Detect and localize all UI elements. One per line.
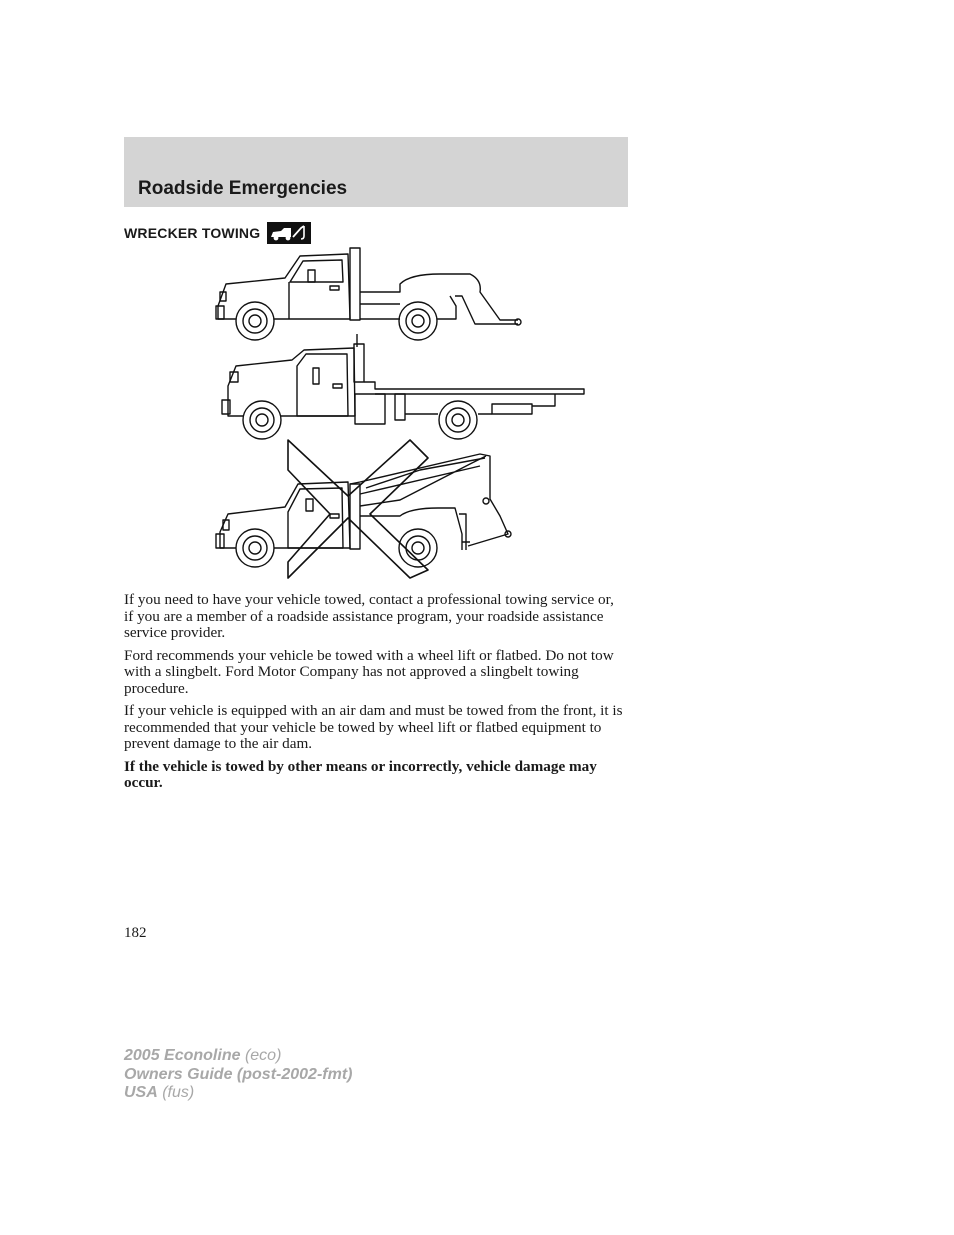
footer-line-3 (124, 1084, 352, 1103)
footer (124, 1047, 352, 1103)
flatbed-truck-diagram (222, 334, 584, 439)
page-number: 182 (124, 925, 147, 941)
footer-line-1 (124, 1047, 352, 1066)
warning-text: If the vehicle is towed by other means or incorrectly, vehicle damage may occur. (124, 757, 597, 791)
slingbelt-truck-crossed-diagram (216, 440, 511, 578)
towing-illustration (200, 244, 600, 584)
tow-truck-icon (267, 222, 311, 244)
paragraph: If you need to have your vehicle towed, contact a professional towing service or, if you are a member of a roadside assistance program, your roadside assistance service provider. (124, 591, 614, 641)
paragraph: If your vehicle is equipped with an air dam and must be towed from the front, it is recommended that your vehicle be towed by wheel lift or flatbed equipment to prevent damage to the air dam. (124, 702, 623, 752)
footer-model-code: (eco) (240, 1047, 282, 1064)
body-text (124, 592, 624, 798)
wheel-lift-truck-diagram (216, 248, 521, 340)
footer-model: 2005 Econoline (124, 1047, 241, 1064)
section-title: Roadside Emergencies (138, 178, 348, 199)
footer-market: USA (124, 1084, 158, 1101)
footer-market-code: (fus) (157, 1084, 195, 1101)
footer-line-2: Owners Guide (post-2002-fmt) (124, 1065, 353, 1083)
subheading-label: WRECKER TOWING (124, 225, 261, 241)
subheading (124, 222, 311, 244)
paragraph: Ford recommends your vehicle be towed with a wheel lift or flatbed. Do not tow with a slingbelt. Ford Motor Company has not approved a slingbelt towing procedure. (124, 646, 614, 697)
